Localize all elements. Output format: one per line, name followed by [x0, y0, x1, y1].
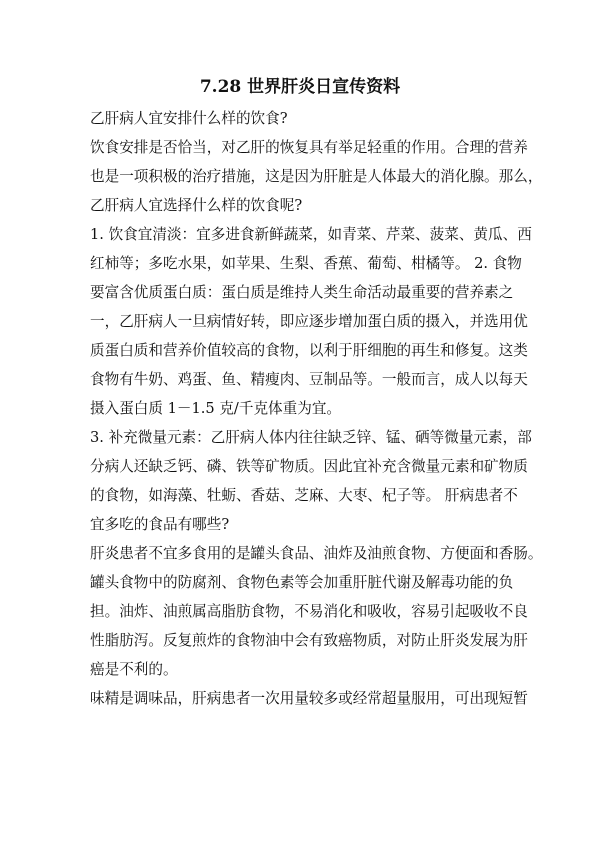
document-body	[90, 104, 543, 713]
paragraph-line: 肝炎患者不宜多食用的是罐头食品、油炸及油煎食物、方便面和香肠。	[90, 545, 543, 562]
paragraph-line: 一，乙肝病人一旦病情好转，即应逐步增加蛋白质的摄入，并选用优	[90, 313, 528, 330]
paragraph-line: 质蛋白质和营养价值较高的食物，以利于肝细胞的再生和修复。这类	[90, 342, 528, 359]
paragraph-line: 3. 补充微量元素：乙肝病人体内往往缺乏锌、锰、硒等微量元素，部	[90, 429, 532, 446]
question-heading-diet: 乙肝病人宜安排什么样的饮食?	[90, 110, 288, 127]
paragraph-line: 也是一项积极的治疗措施，这是因为肝脏是人体最大的消化腺。那么，	[90, 168, 543, 185]
paragraph-line: 担。油炸、油煎属高脂肪食物，不易消化和吸收，容易引起吸收不良	[90, 603, 528, 620]
paragraph-line: 癌是不利的。	[90, 661, 178, 678]
paragraph-line: 饮食安排是否恰当，对乙肝的恢复具有举足轻重的作用。合理的营养	[90, 139, 528, 156]
paragraph-line: 摄入蛋白质 1－1.5 克/千克体重为宜。	[90, 400, 342, 417]
paragraph-line: 罐头食物中的防腐剂、食物色素等会加重肝脏代谢及解毒功能的负	[90, 574, 514, 591]
paragraph-line: 的食物，如海藻、牡蛎、香菇、芝麻、大枣、杞子等。 肝病患者不	[90, 487, 518, 504]
paragraph-line: 味精是调味品，肝病患者一次用量较多或经常超量服用，可出现短暂	[90, 690, 528, 707]
paragraph-line: 要富含优质蛋白质：蛋白质是维持人类生命活动最重要的营养素之	[90, 284, 514, 301]
paragraph-line: 分病人还缺乏钙、磷、铁等矿物质。因此宜补充含微量元素和矿物质	[90, 458, 528, 475]
document-title: 7.28 世界肝炎日宣传资料	[199, 77, 401, 97]
paragraph-line: 乙肝病人宜选择什么样的饮食呢?	[90, 197, 303, 214]
paragraph-line: 1. 饮食宜清淡：宜多进食新鲜蔬菜，如青菜、芹菜、菠菜、黄瓜、西	[90, 226, 532, 243]
paragraph-line: 食物有牛奶、鸡蛋、鱼、精瘦肉、豆制品等。一般而言，成人以每天	[90, 371, 528, 388]
question-heading-foods-to-avoid: 宜多吃的食品有哪些?	[90, 516, 230, 533]
paragraph-line: 红柿等；多吃水果，如苹果、生梨、香蕉、葡萄、柑橘等。 2. 食物	[90, 255, 522, 272]
paragraph-line: 性脂肪泻。反复煎炸的食物油中会有致癌物质，对防止肝炎发展为肝	[90, 632, 528, 649]
